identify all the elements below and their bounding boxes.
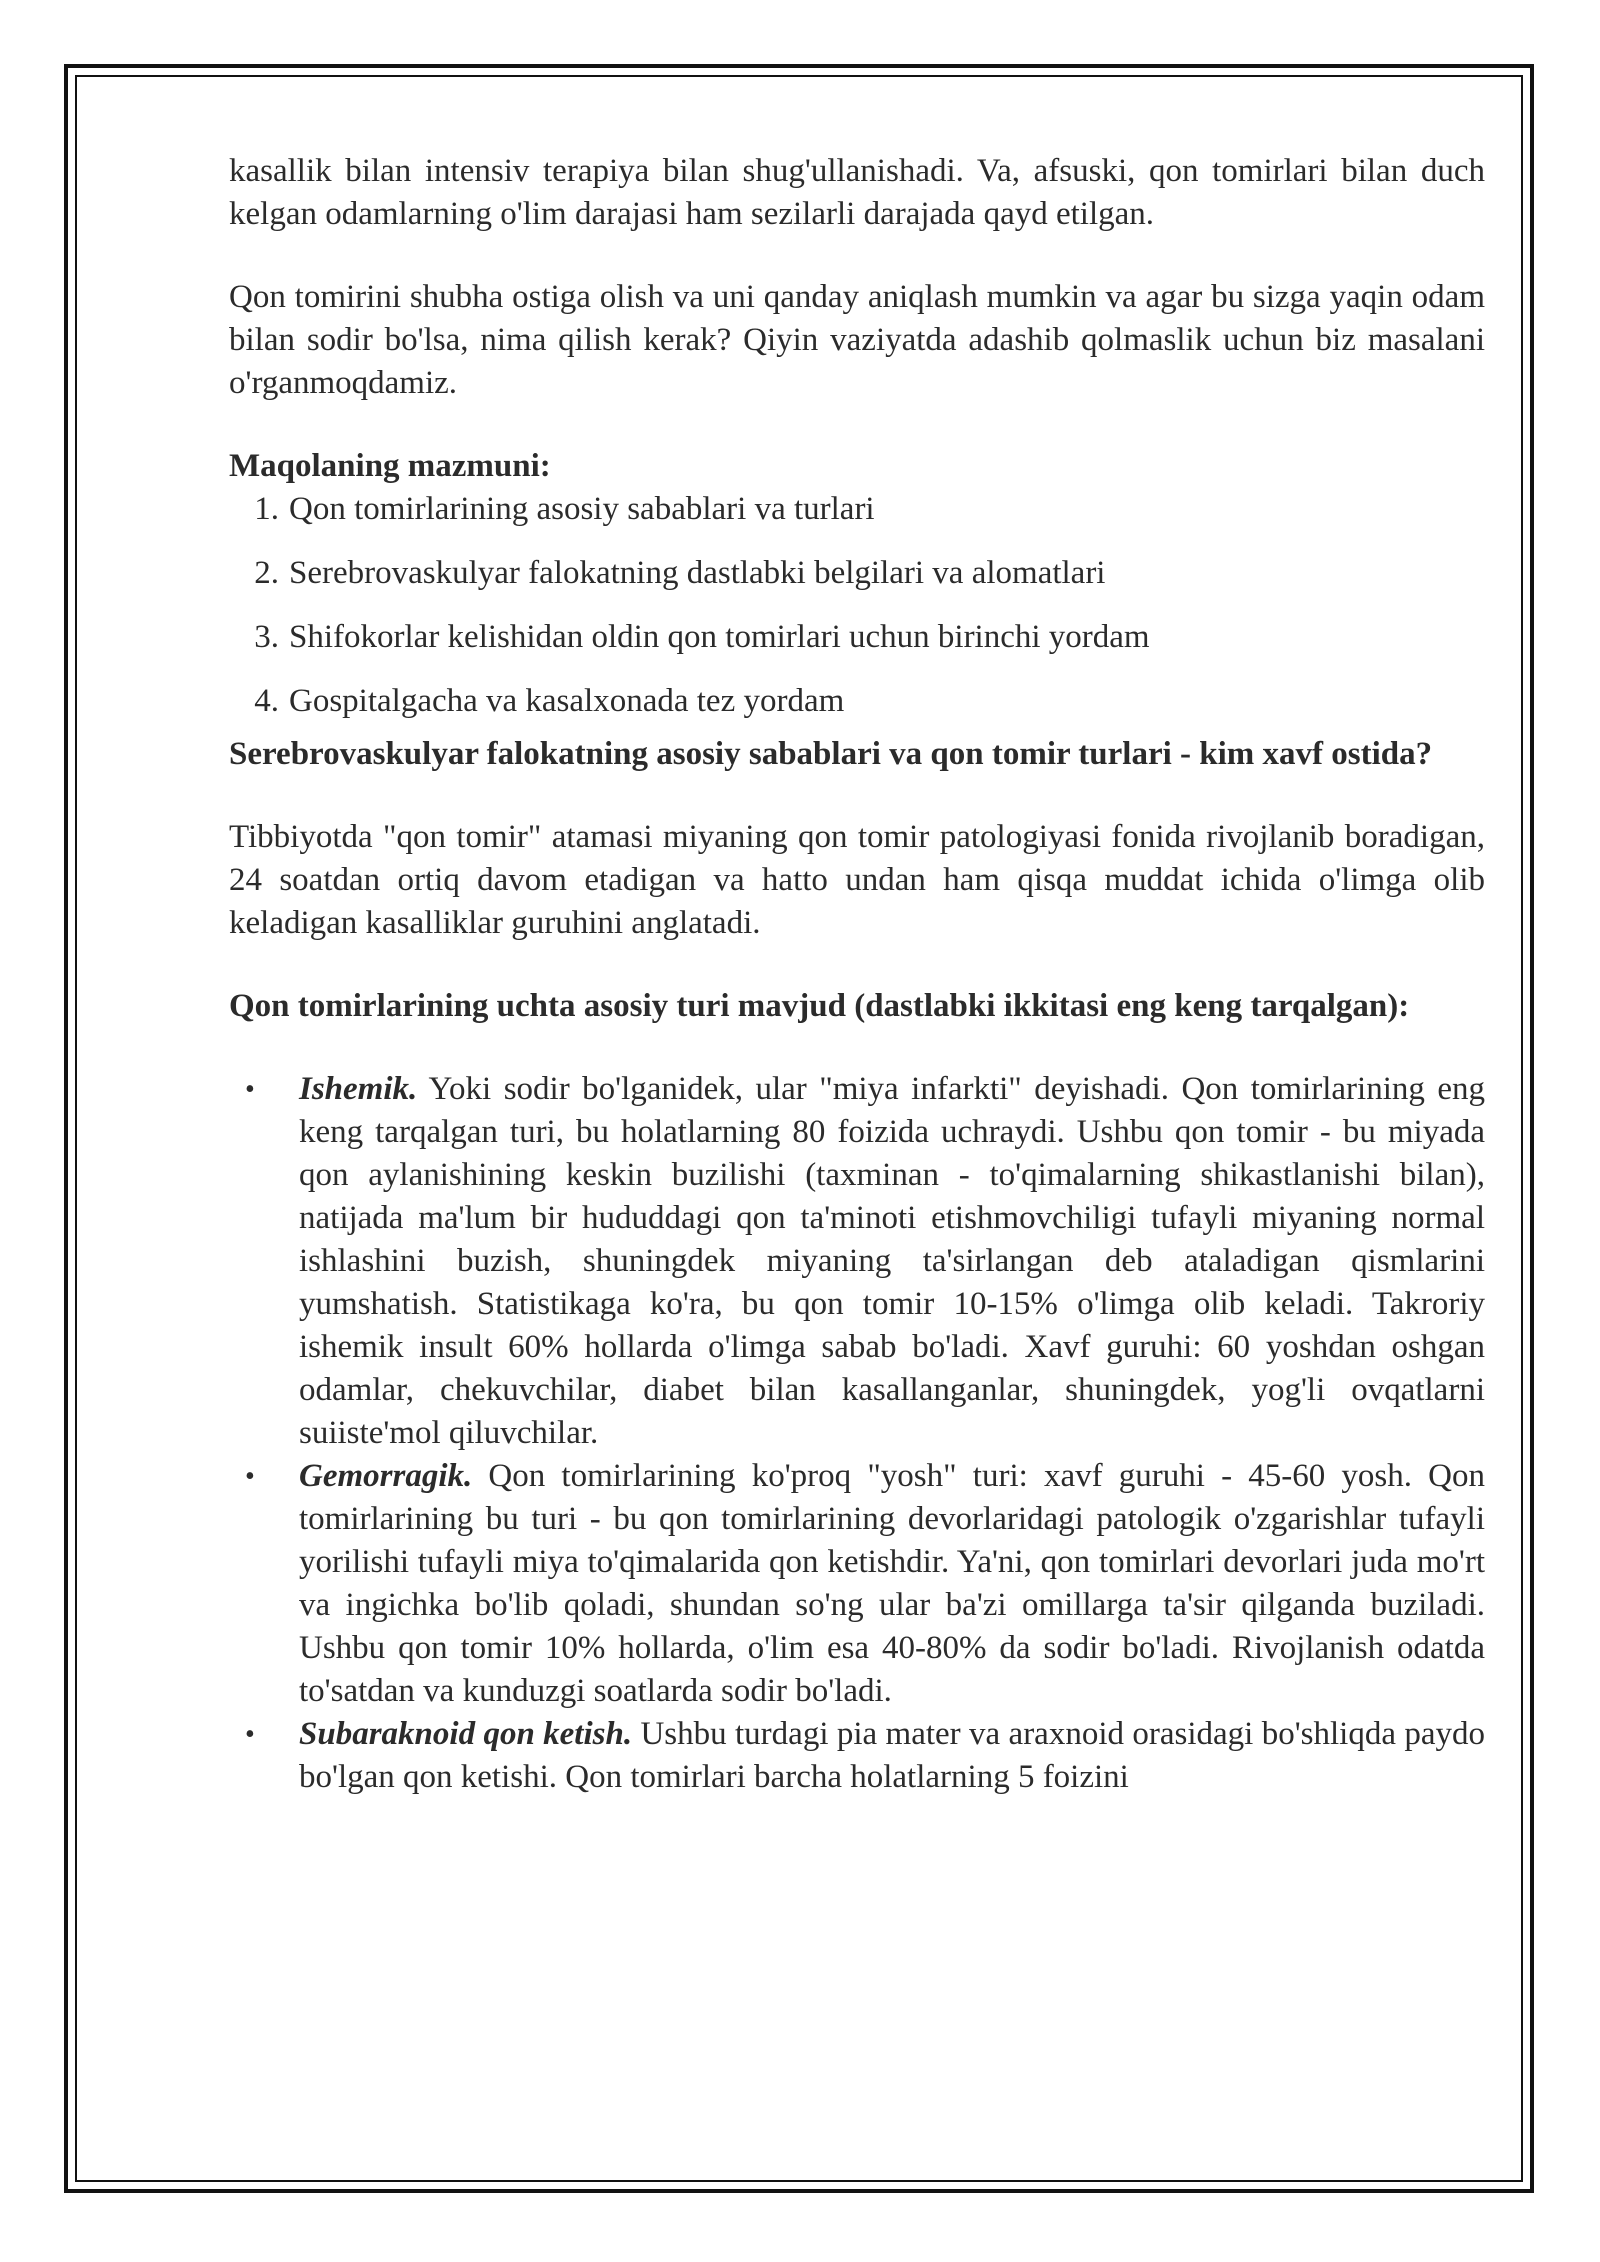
list-item — [229, 1713, 1485, 1799]
section-paragraph-definition: Tibbiyotda "qon tomir" atamasi miyaning qon tomir patologiyasi fonida rivojlanib boradigan, 24 soatdan ortiq davom etadigan va hatto undan ham qisqa muddat ichida o'limga olib keladigan kasalliklar guruhini anglatadi. — [229, 819, 1485, 941]
toc-list — [229, 488, 1485, 723]
toc-item-text: Serebrovaskulyar falokatning dastlabki belgilari va alomatlari — [289, 555, 1106, 591]
document-body — [229, 150, 1485, 1799]
table-of-contents — [229, 445, 1485, 723]
list-item-text: Qon tomirlarining ko'proq "yosh" turi: xavf guruhi - 45-60 yosh. Qon tomirlarining bu turi - bu qon tomirlarining devorlaridagi patologik o'zgarishlar tufayli yorilishi tufayli miya to'qimalarida qon ketishdir. Ya'ni, qon tomirlari devorlari juda mo'rt va ingichka bo'lib qoladi, shundan so'ng ular ba'zi omillarga ta'sir qilganda buziladi. Ushbu qon tomir 10% hollarda, o'lim esa 40-80% da sodir bo'ladi. Rivojlanish odatda to'satdan va kunduzgi soatlarda sodir bo'ladi. — [299, 1458, 1485, 1709]
list-item — [229, 1455, 1485, 1713]
toc-item-number: 3. — [254, 619, 279, 655]
toc-item-number: 4. — [254, 683, 279, 719]
toc-item-text: Qon tomirlarining asosiy sabablari va turlari — [289, 491, 875, 527]
bullet-icon: • — [245, 1461, 255, 1492]
intro-paragraph-2: Qon tomirini shubha ostiga olish va uni qanday aniqlash mumkin va agar bu sizga yaqin odam bilan sodir bo'lsa, nima qilish kerak? Qiyin vaziyatda adashib qolmaslik uchun biz masalani o'rganmoqdamiz. — [229, 279, 1485, 401]
list-item-text: Yoki sodir bo'lganidek, ular "miya infarkti" deyishadi. Qon tomirlarining eng keng tarqalgan turi, bu holatlarning 80 foizida uchraydi. Ushbu qon tomir - bu miyada qon aylanishining keskin buzilishi (taxminan - to'qimalarning shikastlanishi bilan), natijada ma'lum bir hududdagi qon ta'minoti etishmovchiligi tufayli miyaning normal ishlashini buzish, shuningdek miyaning ta'sirlangan deb ataladigan qismlarini yumshatish. Statistikaga ko'ra, bu qon tomir 10-15% o'limga olib keladi. Takroriy ishemik insult 60% hollarda o'limga sabab bo'ladi. Xavf guruhi: 60 yoshdan oshgan odamlar, chekuvchilar, diabet bilan kasallanganlar, shuningdek, yog'li ovqatlarni suiiste'mol qiluvchilar. — [299, 1071, 1485, 1451]
toc-item-text: Shifokorlar kelishidan oldin qon tomirlari uchun birinchi yordam — [289, 619, 1150, 655]
section-heading-causes: Serebrovaskulyar falokatning asosiy sabablari va qon tomir turlari - kim xavf ostida? — [229, 736, 1433, 772]
toc-item-number: 1. — [254, 491, 279, 527]
toc-item-text: Gospitalgacha va kasalxonada tez yordam — [289, 683, 845, 719]
toc-item-number: 2. — [254, 555, 279, 591]
list-item-term: Gemorragik. — [299, 1458, 473, 1494]
toc-item[interactable] — [229, 488, 1485, 531]
toc-item[interactable] — [229, 552, 1485, 595]
toc-item[interactable] — [229, 680, 1485, 723]
list-item-text: Ushbu turdagi pia mater va araxnoid orasidagi bo'shliqda paydo bo'lgan qon ketishi. Qon tomirlari barcha holatlarning 5 foizini — [299, 1716, 1485, 1795]
stroke-types-list — [229, 1068, 1485, 1799]
list-item-term: Subaraknoid qon ketish. — [299, 1716, 633, 1752]
bullet-icon: • — [245, 1074, 255, 1105]
intro-paragraph-1: kasallik bilan intensiv terapiya bilan shug'ullanishadi. Va, afsuski, qon tomirlari bilan duch kelgan odamlarning o'lim darajasi ham sezilarli darajada qayd etilgan. — [229, 153, 1485, 232]
section-heading-types: Qon tomirlarining uchta asosiy turi mavjud (dastlabki ikkitasi eng keng tarqalgan): — [229, 988, 1410, 1024]
toc-title: Maqolaning mazmuni: — [229, 448, 551, 484]
list-item — [229, 1068, 1485, 1455]
list-item-term: Ishemik. — [299, 1071, 418, 1107]
bullet-icon: • — [245, 1719, 255, 1750]
toc-item[interactable] — [229, 616, 1485, 659]
